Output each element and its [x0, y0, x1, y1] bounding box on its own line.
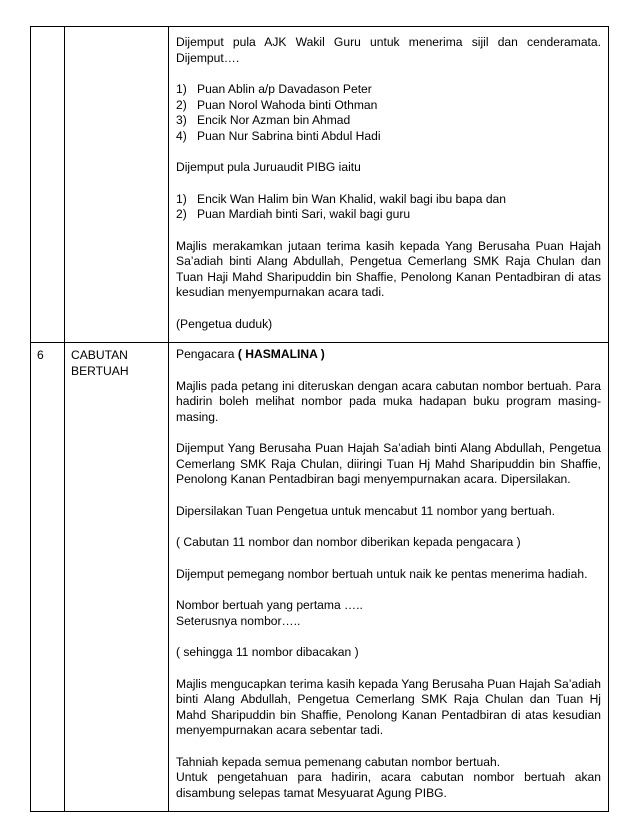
table-row: [31, 343, 609, 812]
auditor-intro: Dijemput pula Juruaudit PIBG iaitu: [176, 160, 361, 174]
paragraph: Majlis mengucapkan terima kasih kepada Yang Berusaha Puan Hajah Sa’adiah binti Alang Abdullah, Pengetua Cemerlang SMK Raja Chulan dan Tuan Hj Mahd Sharipuddin bin Shaffie, Penolong Kanan Pentadbiran di atas kesudian menyempurnakan acara sebentar tadi.: [176, 676, 601, 737]
number-cell: [31, 27, 65, 343]
program-table: [30, 26, 609, 812]
paragraph: Dijemput pemegang nombor bertuah untuk naik ke pentas menerima hadiah.: [176, 566, 588, 581]
paragraph: Dipersilakan Tuan Pengetua untuk mencabut 11 nombor yang bertuah.: [176, 503, 555, 518]
list-item: 1) Encik Wan Halim bin Wan Khalid, wakil bagi ibu bapa dan: [176, 191, 506, 206]
thanks-paragraph: Majlis merakamkan jutaan terima kasih kepada Yang Berusaha Puan Hajah Sa’adiah binti Alang Abdullah, Pengetua Cemerlang SMK Raja Chulan dan Tuan Haji Mahd Sharipuddin bin Shaffie, Penolong Kanan Pentadbiran di atas kesudian menyempurnakan acara tadi.: [176, 238, 601, 299]
emcee-name: ( HASMALINA ): [237, 347, 325, 361]
section-cell: CABUTAN BERTUAH: [65, 343, 169, 812]
paragraph: Dijemput Yang Berusaha Puan Hajah Sa’adiah binti Alang Abdullah, Pengetua Cemerlang SMK Raja Chulan, diiringi Tuan Hj Mahd Sharipuddin bin Shaffie, Penolong Kanan Pentadbiran bagi menyempurnakan acara. Dipersilakan.: [176, 441, 601, 486]
number-cell: 6: [31, 343, 65, 812]
table-row: [31, 27, 609, 343]
stage-note: (Pengetua duduk): [176, 316, 273, 331]
invitation-paragraph: Dijemput pula AJK Wakil Guru untuk menerima sijil dan cenderamata. Dijemput….: [176, 35, 601, 65]
paragraph: ( sehingga 11 nombor dibacakan ): [176, 645, 359, 659]
list-item: 2) Puan Mardiah binti Sari, wakil bagi guru: [176, 207, 411, 221]
paragraph: Tahniah kepada semua pemenang cabutan nombor bertuah. Untuk pengetahuan para hadirin, acara cabutan nombor bertuah akan disambung selepas tamat Mesyuarat Agung PIBG.: [176, 754, 601, 800]
content-cell: [169, 343, 609, 812]
content-cell: [169, 27, 609, 343]
list-item: 2) Puan Norol Wahoda binti Othman: [176, 97, 378, 112]
paragraph: Majlis pada petang ini diteruskan dengan acara cabutan nombor bertuah. Para hadirin boleh melihat nombor pada muka hadapan buku program masing-masing.: [176, 378, 601, 424]
paragraph: ( Cabutan 11 nombor dan nombor diberikan kepada pengacara ): [176, 535, 521, 549]
emcee-line: Pengacara ( HASMALINA ): [176, 347, 325, 361]
list-item: 3) Encik Nor Azman bin Ahmad: [176, 113, 351, 127]
paragraph: Nombor bertuah yang pertama ….. Seterusnya nombor…..: [176, 598, 363, 628]
auditor-list: [176, 192, 601, 223]
section-cell: [65, 27, 169, 343]
list-item: 1) Puan Ablin a/p Davadason Peter: [176, 82, 372, 96]
list-item: 4) Puan Nur Sabrina binti Abdul Hadi: [176, 128, 381, 143]
teacher-list: [176, 82, 601, 144]
